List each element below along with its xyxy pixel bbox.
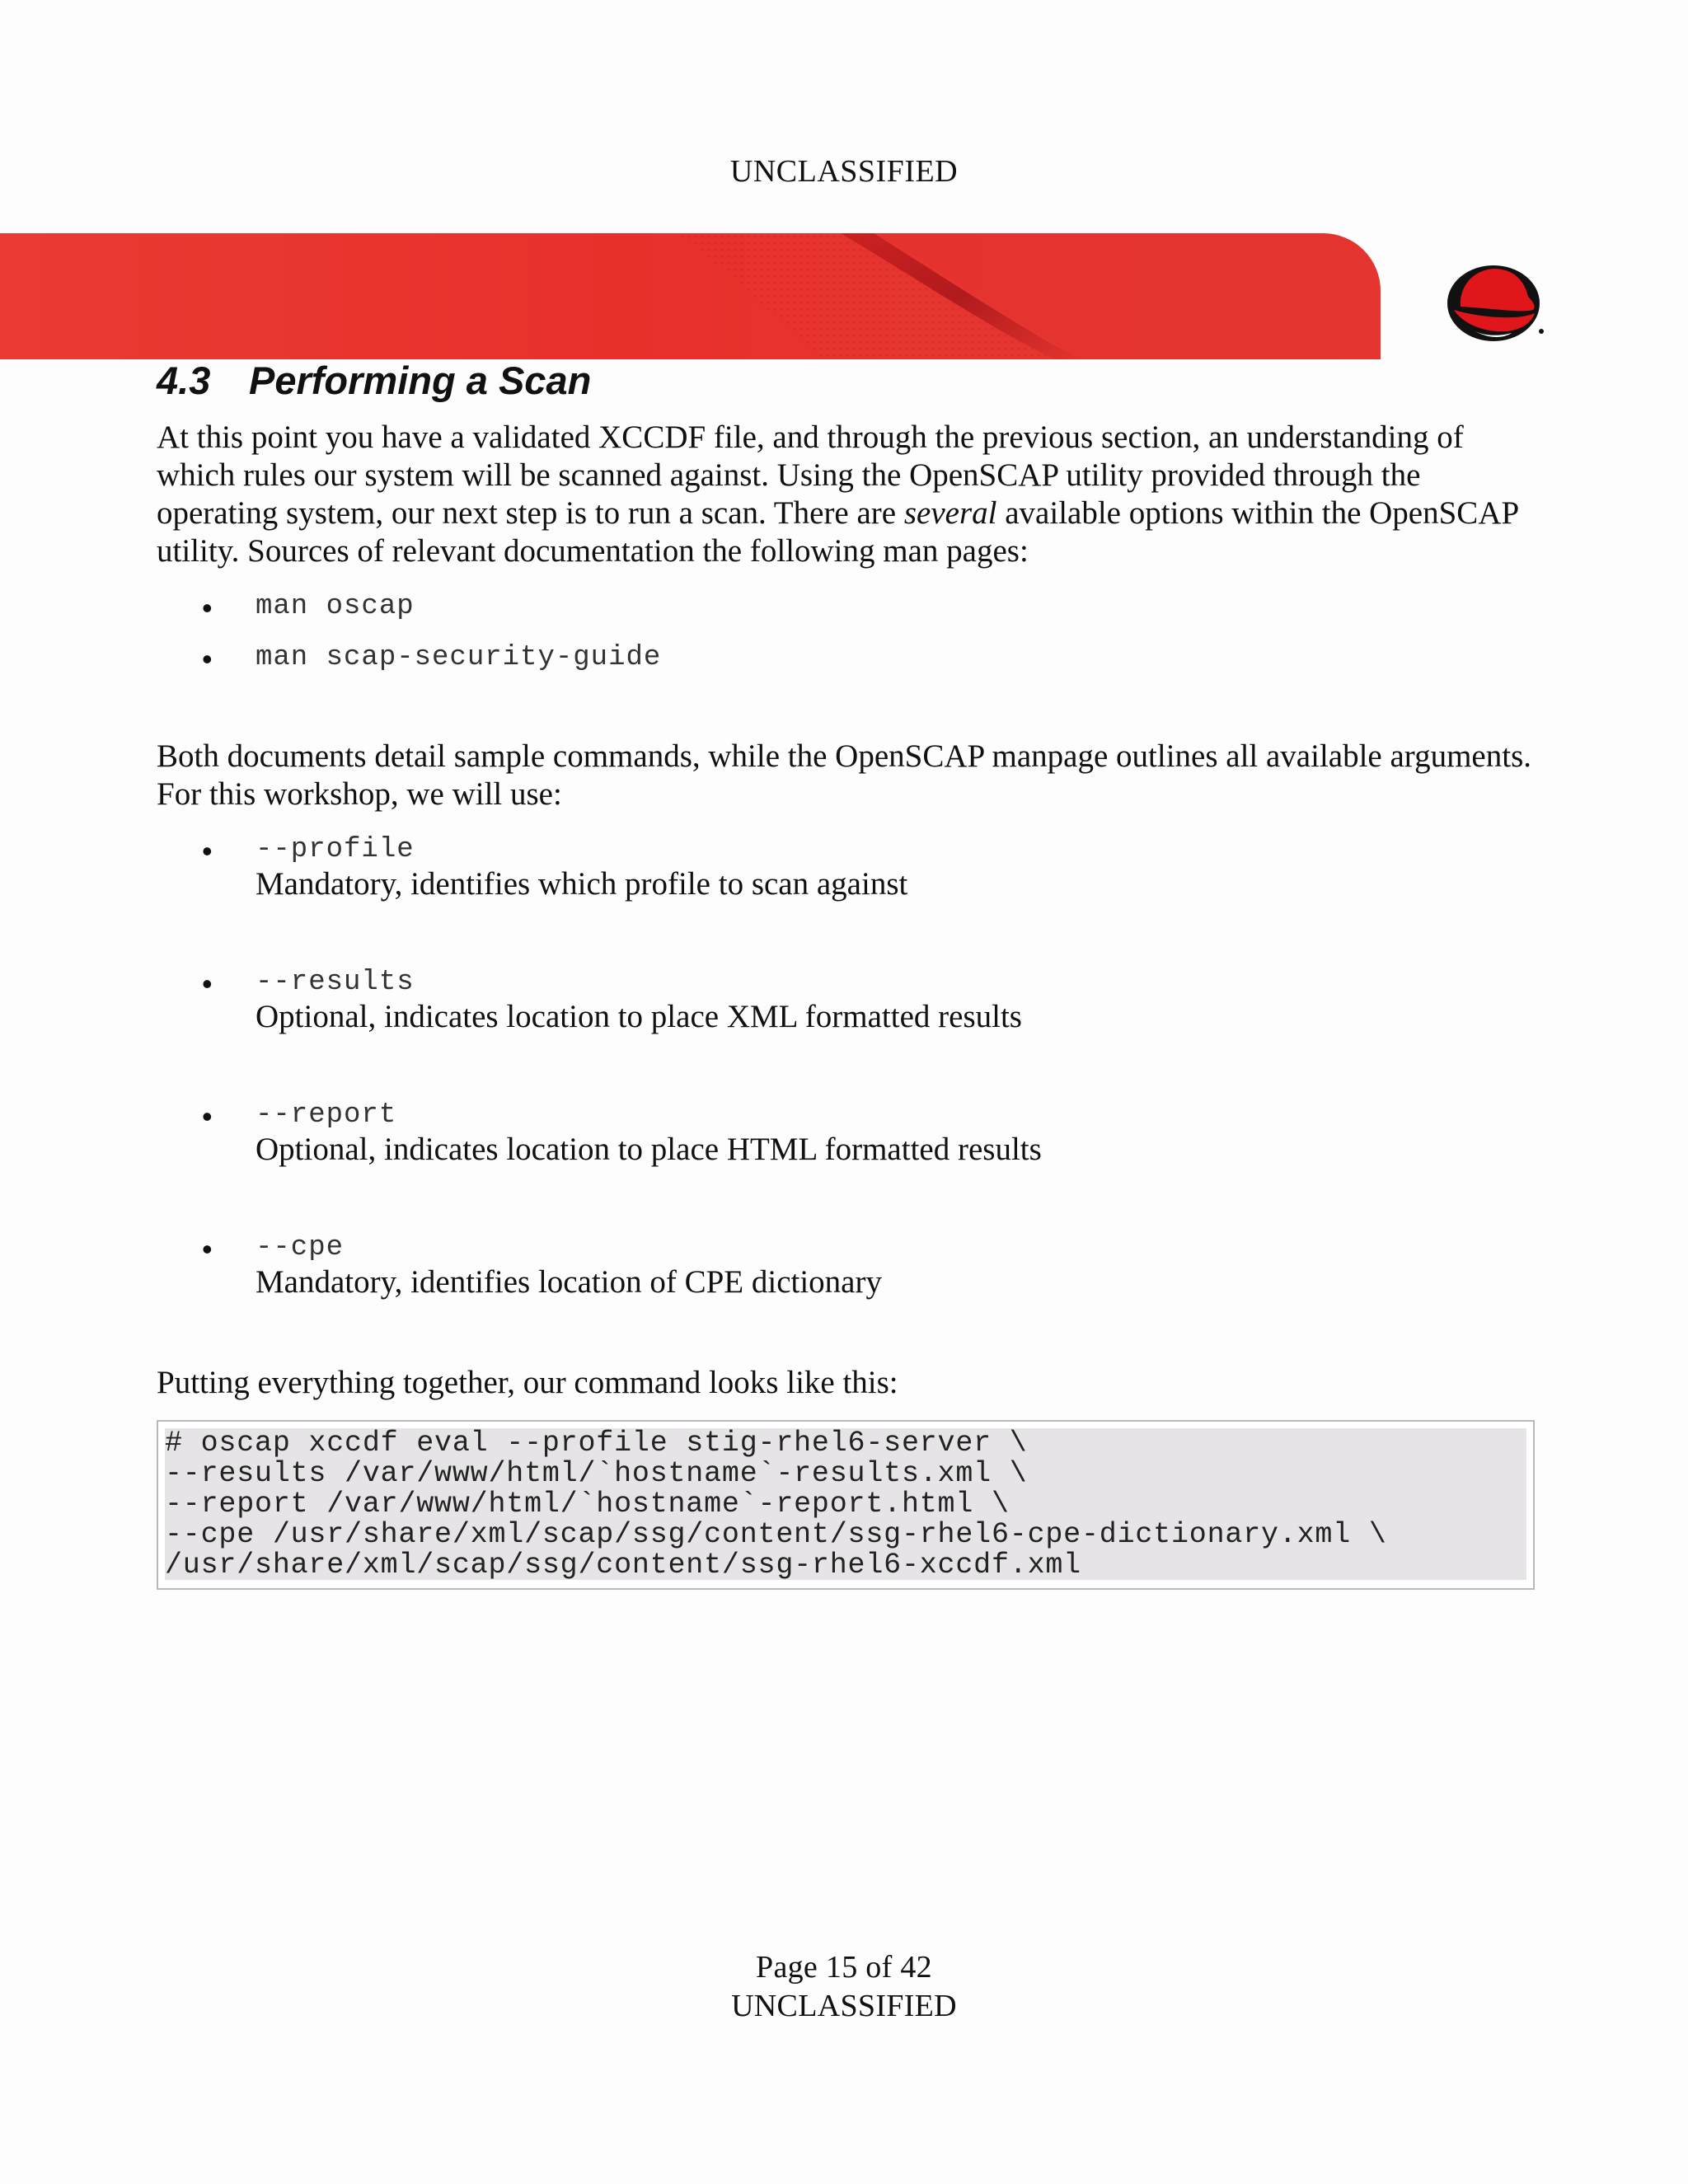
bullet-icon: • [202, 1232, 213, 1266]
code-line: /usr/share/xml/scap/ssg/content/ssg-rhel6-xccdf.xml [165, 1549, 1081, 1582]
intro-paragraph [157, 419, 1541, 570]
list-item [157, 642, 661, 693]
code-line: # oscap xccdf eval --profile stig-rhel6-server \ [165, 1427, 1028, 1460]
bullet-icon: • [202, 967, 213, 1001]
classification-footer: UNCLASSIFIED [731, 1989, 957, 2023]
man-page-command: man scap-security-guide [256, 642, 662, 673]
argument-flag: --profile [256, 834, 415, 865]
code-line: --results /var/www/html/`hostname`-results.xml \ [165, 1457, 1028, 1490]
code-block-content [165, 1428, 1526, 1580]
list-item [157, 834, 1042, 967]
code-block [157, 1420, 1535, 1590]
man-pages-list [157, 591, 661, 693]
argument-flag: --cpe [256, 1232, 345, 1263]
section-number: 4.3 [157, 359, 211, 402]
argument-description: Optional, indicates location to place XML formatted results [256, 999, 1022, 1034]
man-page-command: man oscap [256, 591, 415, 622]
list-item [157, 1099, 1042, 1232]
arguments-list [157, 834, 1042, 1331]
argument-description: Mandatory, identifies which profile to scan against [256, 866, 908, 902]
argument-description: Optional, indicates location to place HTML formatted results [256, 1132, 1042, 1167]
intro-emphasis: several [903, 495, 997, 531]
code-line: --report /var/www/html/`hostname`-report.html \ [165, 1488, 1010, 1521]
intro-text-1: At this point you have a validated XCCDF file, and through the previous section, an understanding of which rules our system will be scanned against. Using the OpenSCAP utility provided through the operating system, our next step is to run a scan. There are [157, 419, 1464, 531]
intro-text-2: available options within the OpenSCAP utility. Sources of relevant documentation the following man pages: [157, 495, 1518, 569]
argument-flag: --results [256, 967, 415, 998]
header-banner [0, 233, 1381, 359]
list-item [157, 1232, 1042, 1331]
code-line: --cpe /usr/share/xml/scap/ssg/content/ssg-rhel6-cpe-dictionary.xml \ [165, 1518, 1387, 1551]
arguments-intro-paragraph: Both documents detail sample commands, while the OpenSCAP manpage outlines all available arguments. For this workshop, we will use: [157, 738, 1531, 812]
command-intro-paragraph: Putting everything together, our command looks like this: [157, 1365, 898, 1400]
argument-description: Mandatory, identifies location of CPE dictionary [256, 1264, 882, 1300]
list-item [157, 967, 1042, 1099]
bullet-icon: • [202, 642, 213, 676]
classification-header: UNCLASSIFIED [729, 154, 959, 189]
list-item [157, 591, 661, 642]
bullet-icon: • [202, 834, 213, 868]
red-hat-logo-icon [1442, 255, 1550, 346]
section-heading [157, 358, 591, 403]
bullet-icon: • [202, 591, 213, 625]
section-title: Performing a Scan [249, 359, 592, 402]
argument-flag: --report [256, 1099, 397, 1131]
page-number: Page 15 of 42 [756, 1950, 932, 1985]
bullet-icon: • [202, 1099, 213, 1133]
